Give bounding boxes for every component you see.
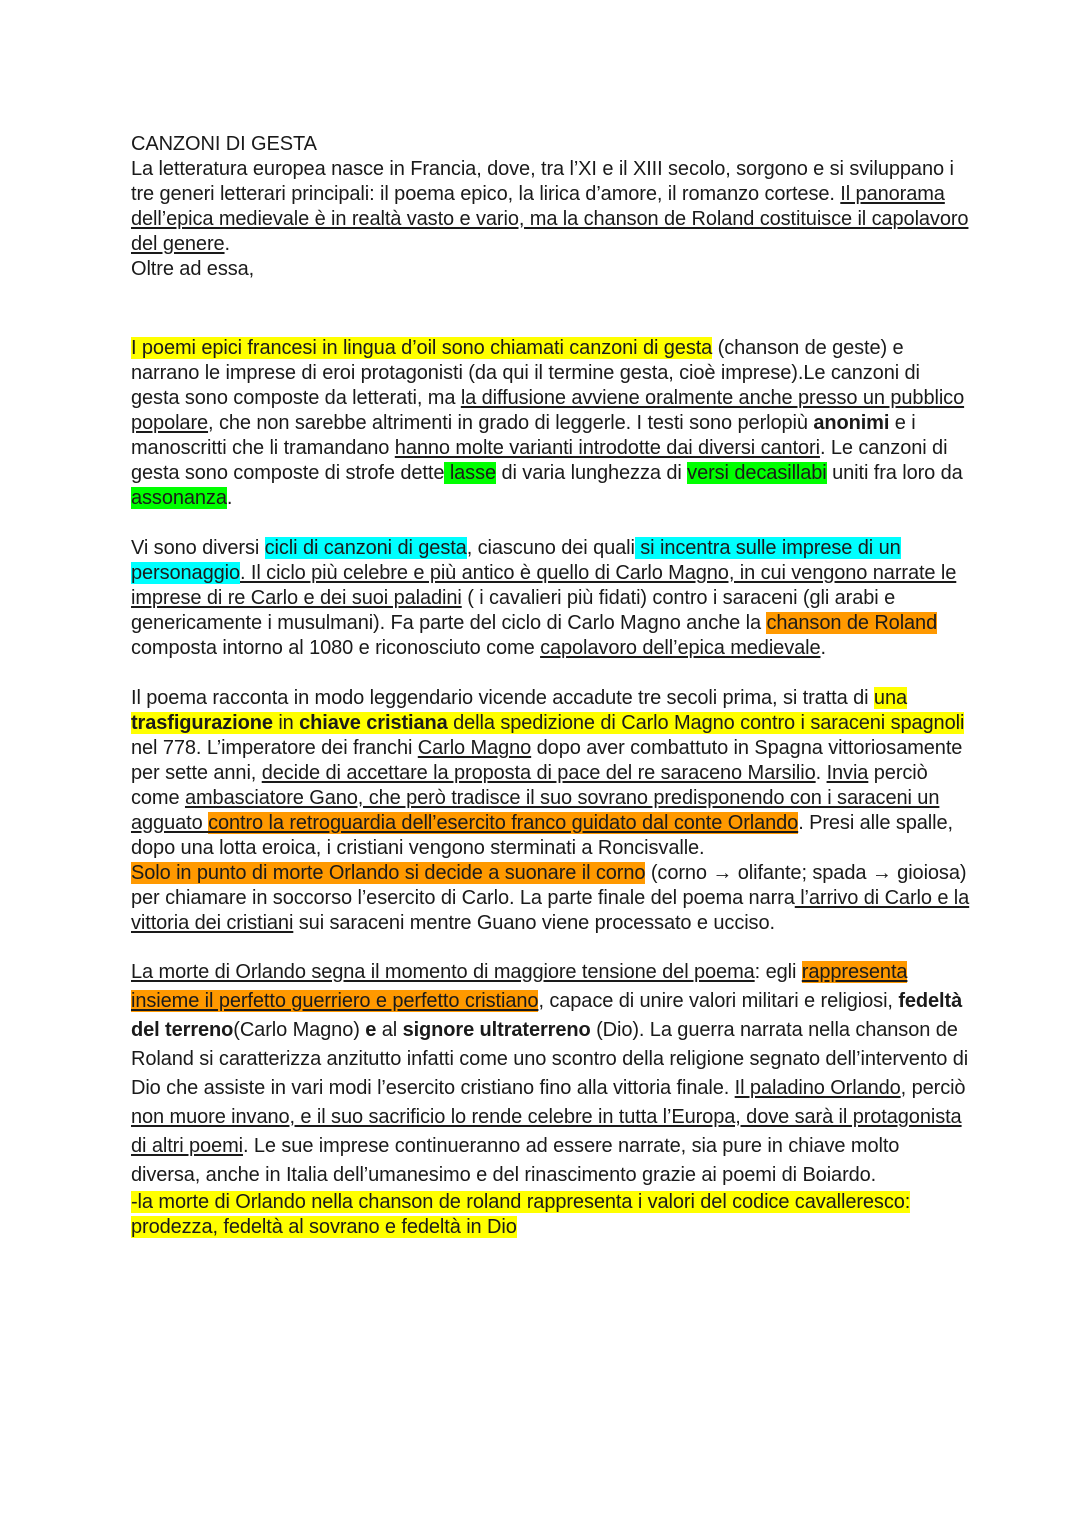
text-run: . Presi alle spalle, dopo una lotta eroica, i cristiani vengono sterminati a Roncisvalle. (131, 812, 953, 859)
underlined-text: . Il ciclo più celebre e più antico è quello di Carlo Magno, in cui vengono narrate le imprese di re Carlo e dei suoi paladini (131, 562, 957, 609)
text-run: e i manoscritti che li tramandano (131, 412, 916, 459)
text-run: (Carlo Magno) (233, 1019, 366, 1041)
text-run: La letteratura europea nasce in Francia, dove, tra l’XI e il XIII secolo, sorgono e si sviluppano i tre generi letterari principali: il poema epico, la lirica d’amore, il romanzo cortese. (131, 158, 954, 205)
highlighted-text: rappresenta insieme il perfetto guerriero e perfetto cristiano (131, 961, 908, 1012)
underlined-text: decide di accettare la proposta di pace del re saraceno Marsilio (261, 762, 816, 784)
text-run: ( i cavalieri più fidati) contro i saraceni (gli arabi e genericamente i musulmani). Fa parte del ciclo di Carlo Magno anche la (131, 587, 896, 634)
underlined-text: Il panorama dell’epica medievale è in realtà vasto e vario, ma la chanson de Roland costituisce il capolavoro del genere (131, 183, 969, 255)
document-title: CANZONI DI GESTA (131, 133, 317, 155)
highlighted-text: trasfigurazione (131, 712, 273, 734)
highlighted-text: Solo in punto di morte Orlando si decide a suonare il corno (131, 862, 646, 884)
highlighted-text: lasse (444, 462, 497, 484)
bold-text: fedeltà del terreno (131, 990, 963, 1041)
highlighted-text: in (272, 712, 300, 734)
paragraph-intro (131, 157, 971, 257)
text-run: , perciò (900, 1077, 966, 1099)
underlined-text: hanno molte varianti introdotte dai diversi cantori (394, 437, 820, 459)
paragraph-codice-cavalleresco (131, 1190, 971, 1240)
paragraph-morte-orlando (131, 958, 971, 1190)
text-run: dopo aver combattuto in Spagna vittoriosamente per sette anni, (131, 737, 963, 784)
bold-text: e (365, 1019, 377, 1041)
underlined-text: la diffusione avviene oralmente anche presso un pubblico popolare (131, 387, 965, 434)
underlined-text: La morte di Orlando segna il momento di maggiore tensione del poema (131, 961, 755, 983)
text-run: , ciascuno dei quali (466, 537, 635, 559)
text-run: Vi sono diversi (131, 537, 265, 559)
highlighted-text: contro la retroguardia dell’esercito franco guidato dal conte Orlando (208, 812, 799, 834)
bold-text: anonimi (813, 412, 890, 434)
text-run: perciò come (131, 762, 928, 809)
text-run: . (815, 762, 827, 784)
text-run: : egli (754, 961, 802, 983)
text-run: . (226, 487, 233, 509)
paragraph-cicli (131, 536, 971, 661)
text-run: , che non sarebbe altrimenti in grado di leggerle. I testi sono perlopiù (208, 412, 814, 434)
highlighted-text: versi decasillabi (687, 462, 827, 484)
text-run: . Le canzoni di gesta sono composte di strofe dette (131, 437, 948, 484)
underlined-text: l’arrivo di Carlo e la vittoria dei cristiani (131, 887, 970, 934)
text-run: di varia lunghezza di (496, 462, 688, 484)
document-page (131, 132, 971, 1240)
text-run: , capace di unire valori militari e religiosi, (538, 990, 899, 1012)
highlighted-text: chiave cristiana (299, 712, 448, 734)
highlighted-text: si incentra sulle imprese di un personaggio (131, 537, 901, 584)
highlighted-text: della spedizione di Carlo Magno contro i saraceni spagnoli (447, 712, 965, 734)
paragraph-oltre (131, 257, 971, 282)
text-run: (Dio). La guerra narrata nella chanson de Roland si caratterizza anzitutto infatti come uno scontro della religione segnato dell’intervento di Dio che assiste in vari modi l’esercito cristiano fino alla vittoria finale. (131, 1019, 969, 1099)
text-run: nel 778. L’imperatore dei franchi (131, 737, 418, 759)
text-run: Il poema racconta in modo leggendario vicende accadute tre secoli prima, si tratta di (131, 687, 874, 709)
underlined-text: Invia (826, 762, 869, 784)
text-run: al (376, 1019, 403, 1041)
paragraph-poemi-epici (131, 336, 971, 511)
highlighted-text: -la morte di Orlando nella chanson de roland rappresenta i valori del codice cavalleresco: prodezza, fedeltà al sovrano e fedeltà in Dio (131, 1191, 911, 1238)
bold-text: signore ultraterreno (402, 1019, 591, 1041)
underlined-text: capolavoro dell’epica medievale (540, 637, 821, 659)
highlighted-text: assonanza (131, 487, 227, 509)
text-run: uniti fra loro da (826, 462, 963, 484)
text-run: sui saraceni mentre Guano viene processato e ucciso. (293, 912, 775, 934)
underlined-text: Il paladino Orlando (734, 1077, 901, 1099)
text-run: . (820, 637, 826, 659)
highlighted-text: cicli di canzoni di gesta (264, 537, 467, 559)
text-run: . Le sue imprese continueranno ad essere narrate, sia pure in chiave molto diversa, anche in Italia dell’umanesimo e del rinascimento grazie ai poemi di Boiardo. (131, 1135, 900, 1186)
text-run: composta intorno al 1080 e riconosciuto come (131, 637, 541, 659)
text-run: Oltre ad essa, (131, 258, 255, 280)
text-run: (corno → olifante; spada → gioiosa) per chiamare in soccorso l’esercito di Carlo. La parte finale del poema narra (131, 862, 967, 909)
paragraph-corno (131, 861, 971, 936)
highlighted-text: una (873, 687, 907, 709)
underlined-text: non muore invano, e il suo sacrificio lo rende celebre in tutta l’Europa, dove sarà il protagonista di altri poemi (131, 1106, 962, 1157)
text-run: . (224, 233, 230, 255)
paragraph-poema-racconta (131, 686, 971, 861)
underlined-text: ambasciatore Gano, che però tradisce il suo sovrano predisponendo con i saraceni un agguato (131, 787, 940, 834)
highlighted-text: I poemi epici francesi in lingua d’oil sono chiamati canzoni di gesta (131, 337, 713, 359)
underlined-text: Carlo Magno (417, 737, 532, 759)
text-run: (chanson de geste) e narrano le imprese di eroi protagonisti (da qui il termine gesta, cioè imprese).Le canzoni di gesta sono composte da letterati, ma (131, 337, 920, 409)
highlighted-text: chanson de Roland (766, 612, 938, 634)
